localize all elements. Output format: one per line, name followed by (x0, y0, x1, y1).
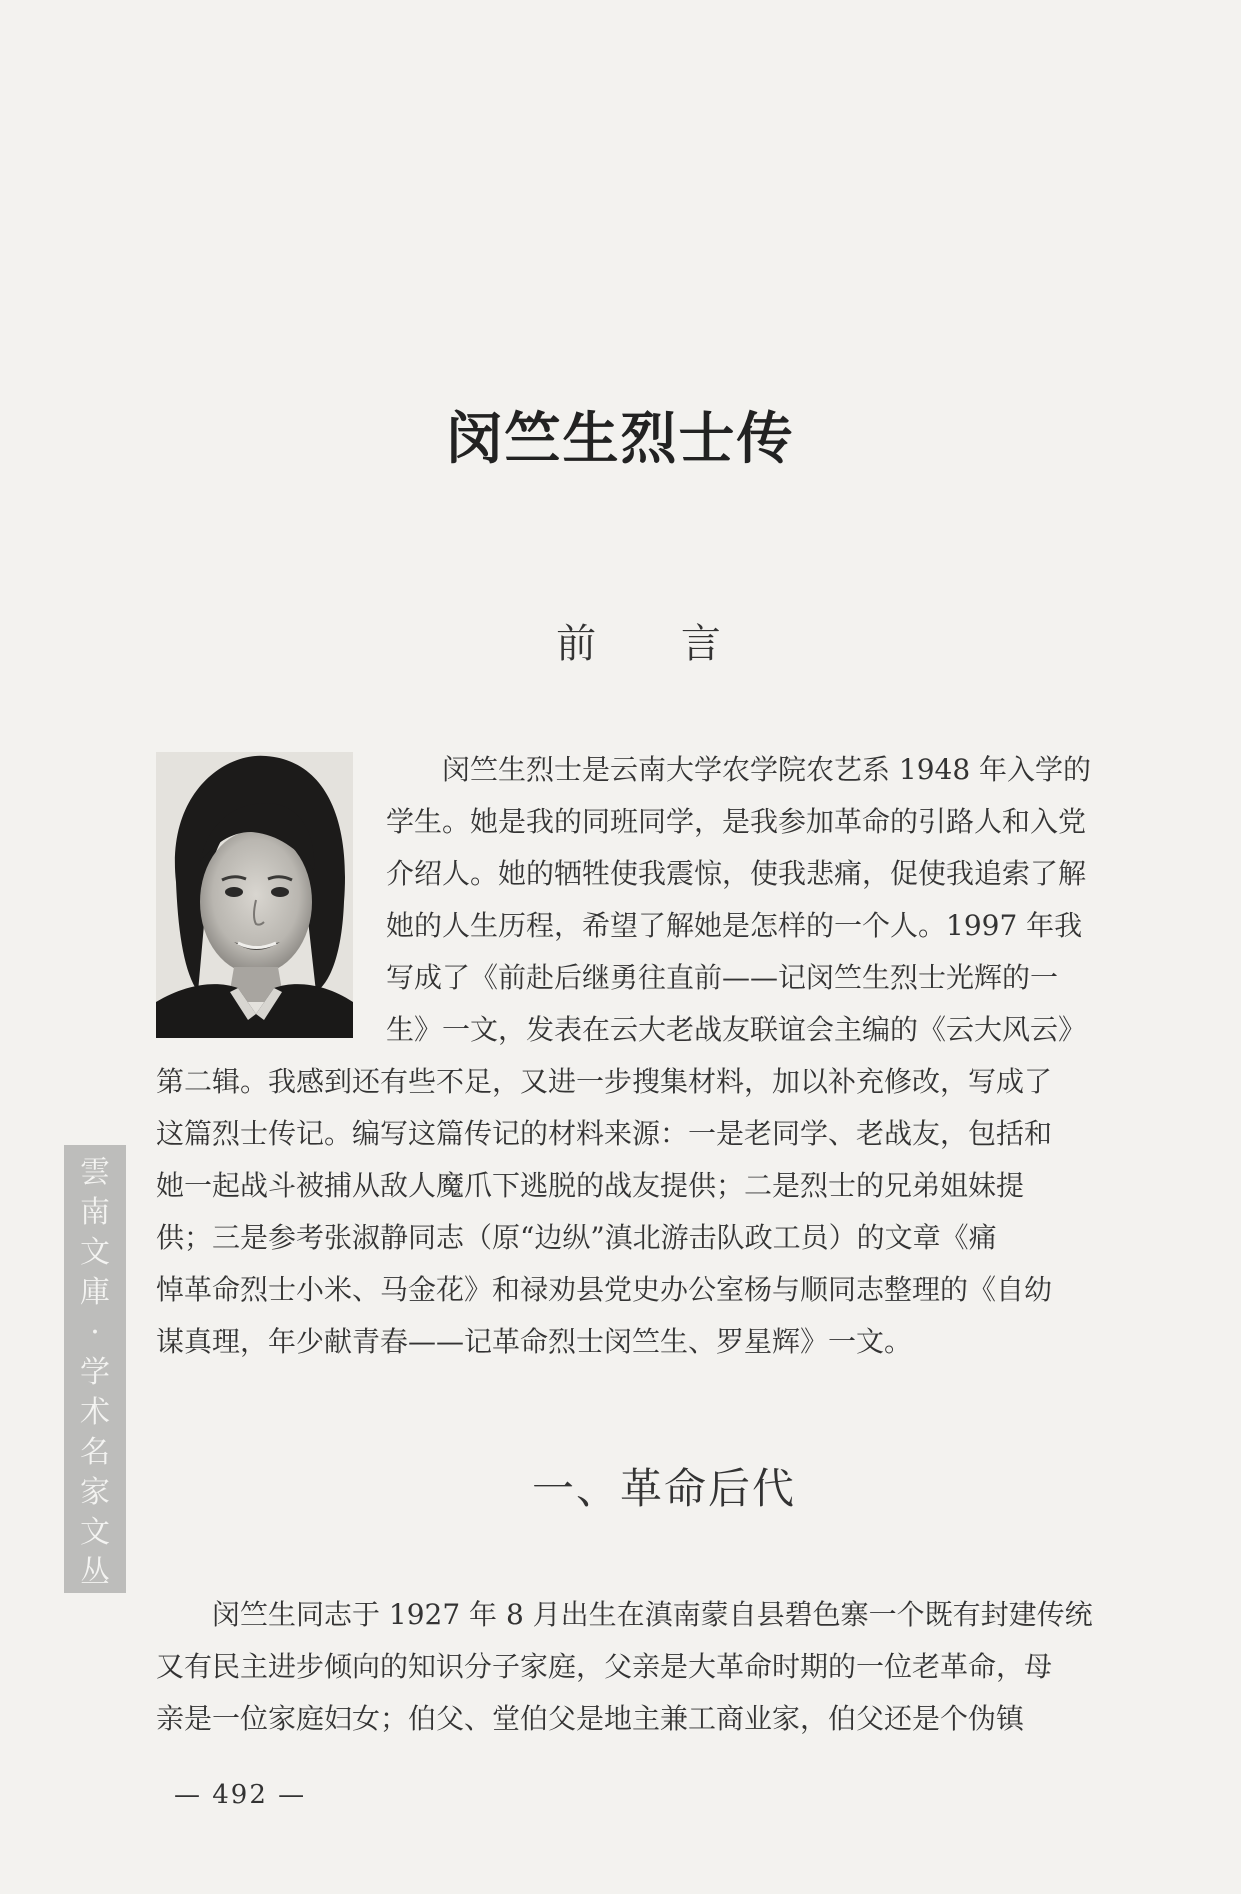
series-side-tab (64, 1145, 126, 1593)
text-line: 这篇烈士传记。编写这篇传记的材料来源：一是老同学、老战友，包括和 (156, 1117, 1053, 1150)
text-line: 学生。她是我的同班同学，是我参加革命的引路人和入党 (386, 805, 1087, 838)
text-line: 闵竺生同志于 1927 年 8 月出生在滇南蒙自县碧色寨一个既有封建传统 (156, 1598, 1093, 1631)
text-line: 她一起战斗被捕从敌人魔爪下逃脱的战友提供；二是烈士的兄弟姐妹提 (156, 1169, 1025, 1202)
side-tab-char: · (90, 1315, 100, 1350)
preface-heading: 前 言 (556, 621, 757, 667)
text-line: 悼革命烈士小米、马金花》和禄劝县党史办公室杨与顺同志整理的《自幼 (156, 1273, 1053, 1306)
preface-full-paragraph (156, 1056, 1178, 1368)
text-line: 闵竺生烈士是云南大学农学院农艺系 1948 年入学的 (386, 753, 1092, 786)
text-line: 谋真理，年少献青春——记革命烈士闵竺生、罗星辉》一文。 (156, 1325, 913, 1358)
side-tab-char: 文 (80, 1235, 110, 1270)
side-tab-char: 家 (80, 1475, 110, 1510)
side-tab-char: 丛 (80, 1555, 110, 1590)
section-heading: 一、革命后代 (532, 1464, 797, 1513)
text-line: 又有民主进步倾向的知识分子家庭，父亲是大革命时期的一位老革命，母 (156, 1650, 1053, 1683)
text-line: 介绍人。她的牺牲使我震惊，使我悲痛，促使我追索了解 (386, 857, 1087, 890)
text-line: 第二辑。我感到还有些不足，又进一步搜集材料，加以补充修改，写成了 (156, 1065, 1053, 1098)
side-tab-char: 名 (80, 1435, 110, 1470)
text-line: 写成了《前赴后继勇往直前——记闵竺生烈士光辉的一 (386, 961, 1059, 994)
page-number: — 492 — (174, 1780, 307, 1810)
side-tab-char: 雲 (80, 1155, 110, 1190)
side-tab-char: 庫 (80, 1275, 110, 1310)
text-line: 供；三是参考张淑静同志（原“边纵”滇北游击队政工员）的文章《痛 (156, 1221, 997, 1254)
page-title: 闵竺生烈士传 (446, 406, 795, 472)
side-tab-char: 南 (80, 1195, 110, 1230)
side-tab-char: 学 (80, 1355, 110, 1390)
text-line: 亲是一位家庭妇女；伯父、堂伯父是地主兼工商业家，伯父还是个伪镇 (156, 1702, 1025, 1735)
text-line: 她的人生历程，希望了解她是怎样的一个人。1997 年我 (386, 909, 1083, 942)
portrait-photo (156, 752, 353, 1038)
section-paragraph (156, 1589, 1178, 1745)
preface-wrapped-paragraph (386, 744, 1178, 1056)
side-tab-char: 文 (80, 1515, 110, 1550)
portrait-image (156, 752, 353, 1038)
text-line: 生》一文，发表在云大老战友联谊会主编的《云大风云》 (386, 1013, 1087, 1046)
side-tab-char: 术 (80, 1395, 110, 1430)
